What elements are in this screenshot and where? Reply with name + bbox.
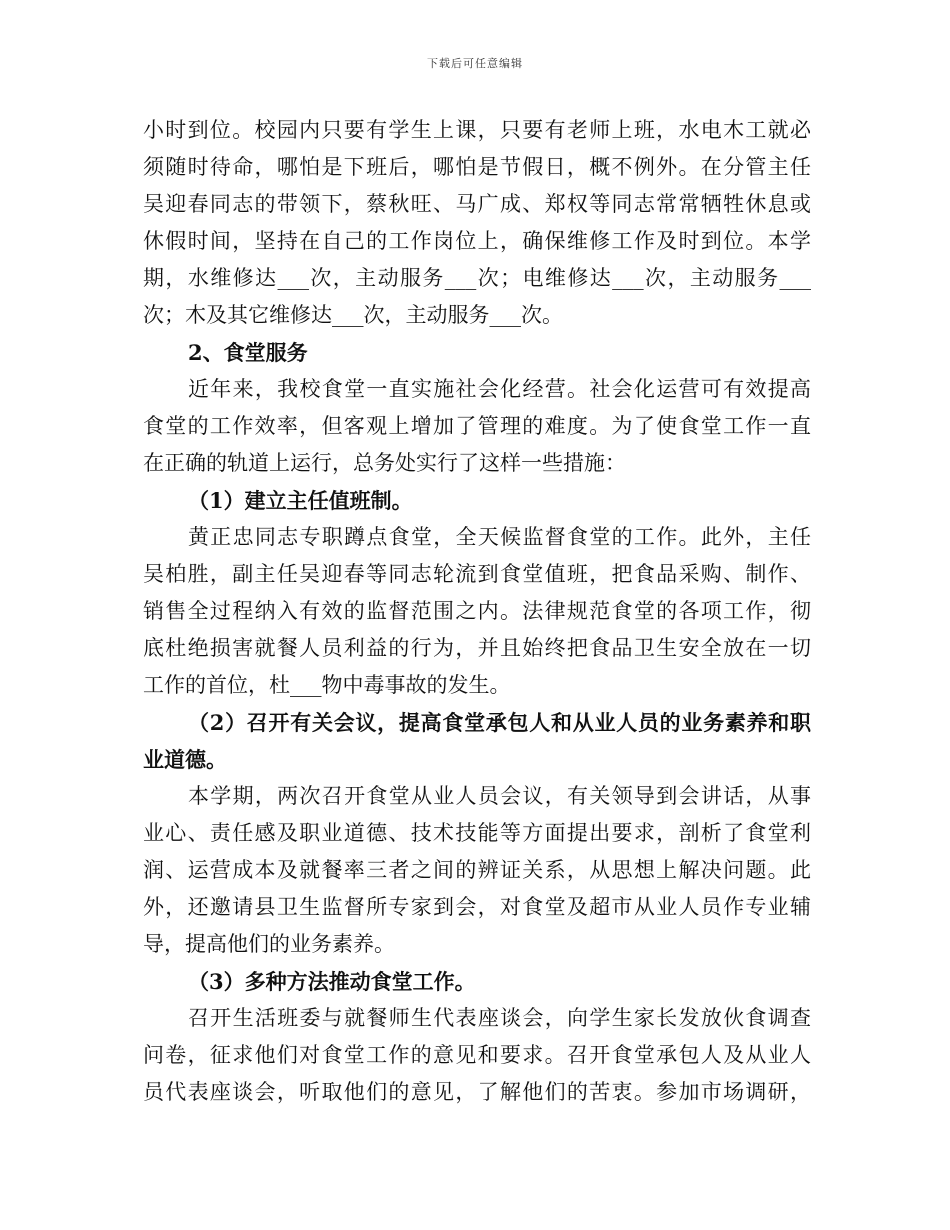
body-text-line: 次；木及其它维修达___次，主动服务___次。 xyxy=(143,303,563,327)
body-text-line: 外，还邀请县卫生监督所专家到会，对食堂及超市从业人员作专业辅 xyxy=(143,895,811,919)
body-text-line: 员代表座谈会，听取他们的意见，了解他们的苦衷。参加市场调研， xyxy=(143,1080,811,1104)
body-text-line: 黄正忠同志专职蹲点食堂，全天候监督食堂的工作。此外，主任 xyxy=(188,525,811,549)
body-text-line: 本学期，两次召开食堂从业人员会议，有关领导到会讲话，从事 xyxy=(188,784,811,808)
document-body xyxy=(143,112,811,1111)
section-heading-line: （2）召开有关会议，提高食堂承包人和从业人员的业务素养和职 xyxy=(188,710,811,735)
body-text-line: 期，水维修达___次，主动服务___次；电维修达___次，主动服务___ xyxy=(143,266,811,290)
body-text-line: 导，提高他们的业务素养。 xyxy=(143,932,395,956)
body-text-line: 召开生活班委与就餐师生代表座谈会，向学生家长发放伙食调查 xyxy=(188,1006,811,1030)
body-text-line: 近年来，我校食堂一直实施社会化经营。社会化运营可有效提高 xyxy=(188,377,811,401)
body-text-line: 问卷，征求他们对食堂工作的意见和要求。召开食堂承包人及从业人 xyxy=(143,1043,811,1067)
body-text-line: 小时到位。校园内只要有学生上课，只要有老师上班，水电木工就必 xyxy=(143,118,811,142)
body-text-line: 休假时间，坚持在自己的工作岗位上，确保维修工作及时到位。本学 xyxy=(143,229,811,253)
body-text-line: 销售全过程纳入有效的监督范围之内。法律规范食堂的各项工作，彻 xyxy=(143,599,811,623)
body-text-line: 在正确的轨道上运行，总务处实行了这样一些措施： xyxy=(143,451,626,475)
body-text-line: 食堂的工作效率，但客观上增加了管理的难度。为了使食堂工作一直 xyxy=(143,414,811,438)
body-text-line: 吴柏胜，副主任吴迎春等同志轮流到食堂值班，把食品采购、制作、 xyxy=(143,562,811,586)
section-heading-line: 业道德。 xyxy=(143,747,227,772)
body-text-line: 底杜绝损害就餐人员利益的行为，并且始终把食品卫生安全放在一切 xyxy=(143,636,811,660)
body-text-line: 润、运营成本及就餐率三者之间的辨证关系，从思想上解决问题。此 xyxy=(143,858,811,882)
body-text-line: 吴迎春同志的带领下，蔡秋旺、马广成、郑权等同志常常牺牲休息或 xyxy=(143,192,811,216)
page-header: 下载后可任意编辑 xyxy=(427,57,523,70)
body-text-line: 业心、责任感及职业道德、技术技能等方面提出要求，剖析了食堂利 xyxy=(143,821,811,845)
body-text-line: 工作的首位，杜___物中毒事故的发生。 xyxy=(143,673,511,697)
section-heading-line: 2、食堂服务 xyxy=(188,340,308,365)
section-heading-line: （3）多种方法推动食堂工作。 xyxy=(188,969,476,994)
section-heading-line: （1）建立主任值班制。 xyxy=(188,488,413,513)
body-text-line: 须随时待命，哪怕是下班后，哪怕是节假日，概不例外。在分管主任 xyxy=(143,155,811,179)
